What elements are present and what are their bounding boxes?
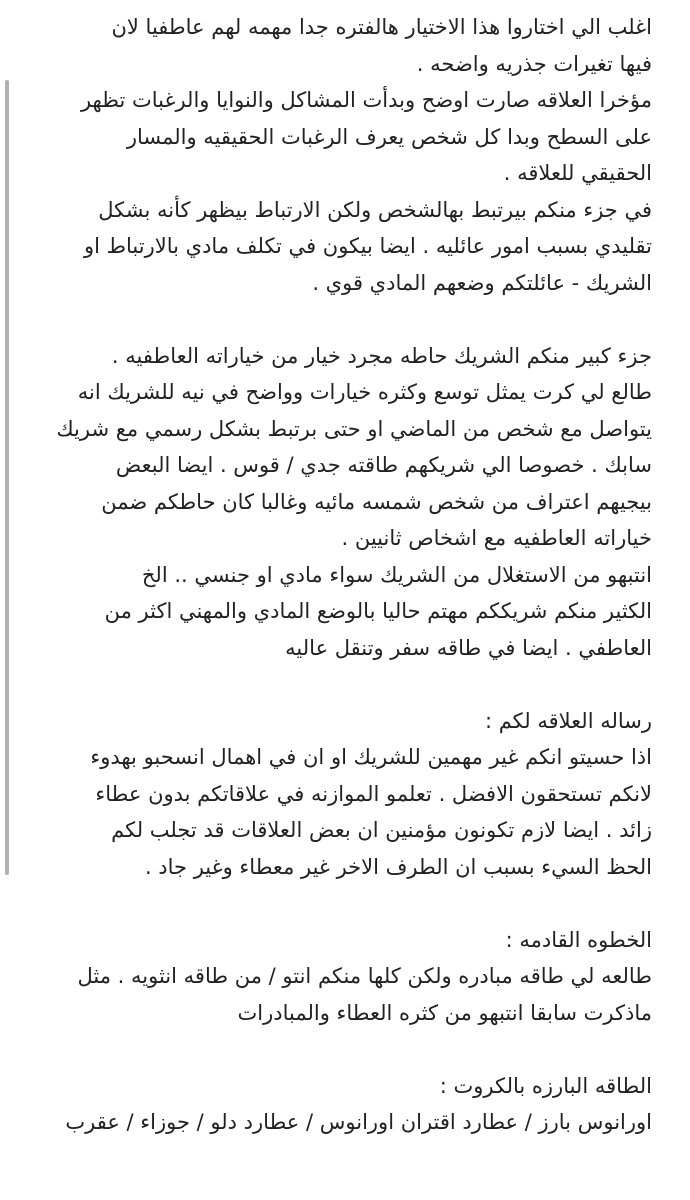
- text-line: طالع لي كرت يمثل توسع وكثره خيارات وواضح في نيه للشريك انه: [77, 380, 652, 404]
- text-line: جزء كبير منكم الشريك حاطه مجرد خيار من خياراته العاطفيه .: [111, 343, 652, 368]
- section-relationship-message: [38, 703, 652, 886]
- text-line: اورانوس بارز / عطارد اقتران اورانوس / عطارد دلو / جوزاء / عقرب: [65, 1110, 652, 1134]
- text-line: اغلب الي اختاروا هذا الاختيار هالفتره جدا مهمه لهم عاطفيا لان: [111, 15, 652, 39]
- text-line: في جزء منكم بيرتبط بهالشخص ولكن الارتباط بيظهر كأنه بشكل: [98, 197, 652, 222]
- text-line: زائد . ايضا لازم تكونون مؤمنين ان بعض العلاقات قد تجلب لكم: [111, 818, 652, 842]
- section-next-step: [38, 922, 652, 1032]
- text-line: سابك . خصوصا الي شريكهم طاقته جدي / قوس . ايضا البعض: [115, 453, 652, 477]
- text-line: الشريك - عائلتكم وضعهم المادي قوي .: [312, 270, 652, 295]
- text-line: مؤخرا العلاقه صارت اوضح وبدأت المشاكل والنوايا والرغبات تظهر: [80, 88, 652, 112]
- text-line: تقليدي بسبب امور عائليه . ايضا بيكون في تكلف مادي بالارتباط او: [83, 234, 652, 258]
- section-heading: الخطوه القادمه :: [505, 927, 652, 952]
- paragraph-gap: [38, 1031, 652, 1068]
- text-line: الحظ السيء بسبب ان الطرف الاخر غير معطاء وغير جاد .: [144, 854, 652, 879]
- text-line: لانكم تستحقون الافضل . تعلمو الموازنه في علاقاتكم بدون عطاء: [95, 781, 652, 806]
- text-line: ماذكرت سابقا انتبهو من كثره العطاء والمبادرات: [237, 1000, 652, 1025]
- text-line: طالعه لي طاقه مبادره ولكن كلها منكم انتو / من طاقه انثويه . مثل: [77, 964, 652, 988]
- text-line: الحقيقي للعلاقه .: [503, 161, 652, 185]
- note-body: [38, 9, 652, 1141]
- paragraph-gap: [38, 301, 652, 338]
- text-line: انتبهو من الاستغلال من الشريك سواء مادي او جنسي .. الخ: [141, 562, 652, 587]
- text-line: العاطفي . ايضا في طاقه سفر وتنقل عاليه: [285, 635, 652, 660]
- text-line: الكثير منكم شريككم مهتم حاليا بالوضع المادي والمهني اكثر من: [104, 599, 652, 623]
- section-relationship-changes: [38, 9, 652, 301]
- section-heading: رساله العلاقه لكم :: [484, 708, 652, 733]
- text-line: يتواصل مع شخص من الماضي او حتى برتبط بشكل رسمي مع شريك: [56, 416, 652, 441]
- vertical-scrollbar[interactable]: [0, 0, 12, 1200]
- paragraph-gap: [38, 666, 652, 703]
- section-heading: الطاقه البارزه بالكروت :: [439, 1073, 652, 1098]
- text-line: على السطح وبدا كل شخص يعرف الرغبات الحقيقيه والمسار: [126, 124, 652, 149]
- text-line: اذا حسيتو انكم غير مهمين للشريك او ان في اهمال انسحبو بهدوء: [90, 745, 652, 769]
- text-line: فيها تغيرات جذريه واضحه .: [416, 51, 652, 76]
- text-line: بيجيهم اعتراف من شخص شمسه مائيه وغالبا كان حاطكم ضمن: [101, 489, 652, 514]
- text-line: خياراته العاطفيه مع اشخاص ثانيين .: [341, 526, 652, 550]
- section-partner-options: [38, 338, 652, 667]
- section-prominent-energy: [38, 1068, 652, 1141]
- scrollbar-thumb[interactable]: [5, 80, 9, 875]
- paragraph-gap: [38, 885, 652, 922]
